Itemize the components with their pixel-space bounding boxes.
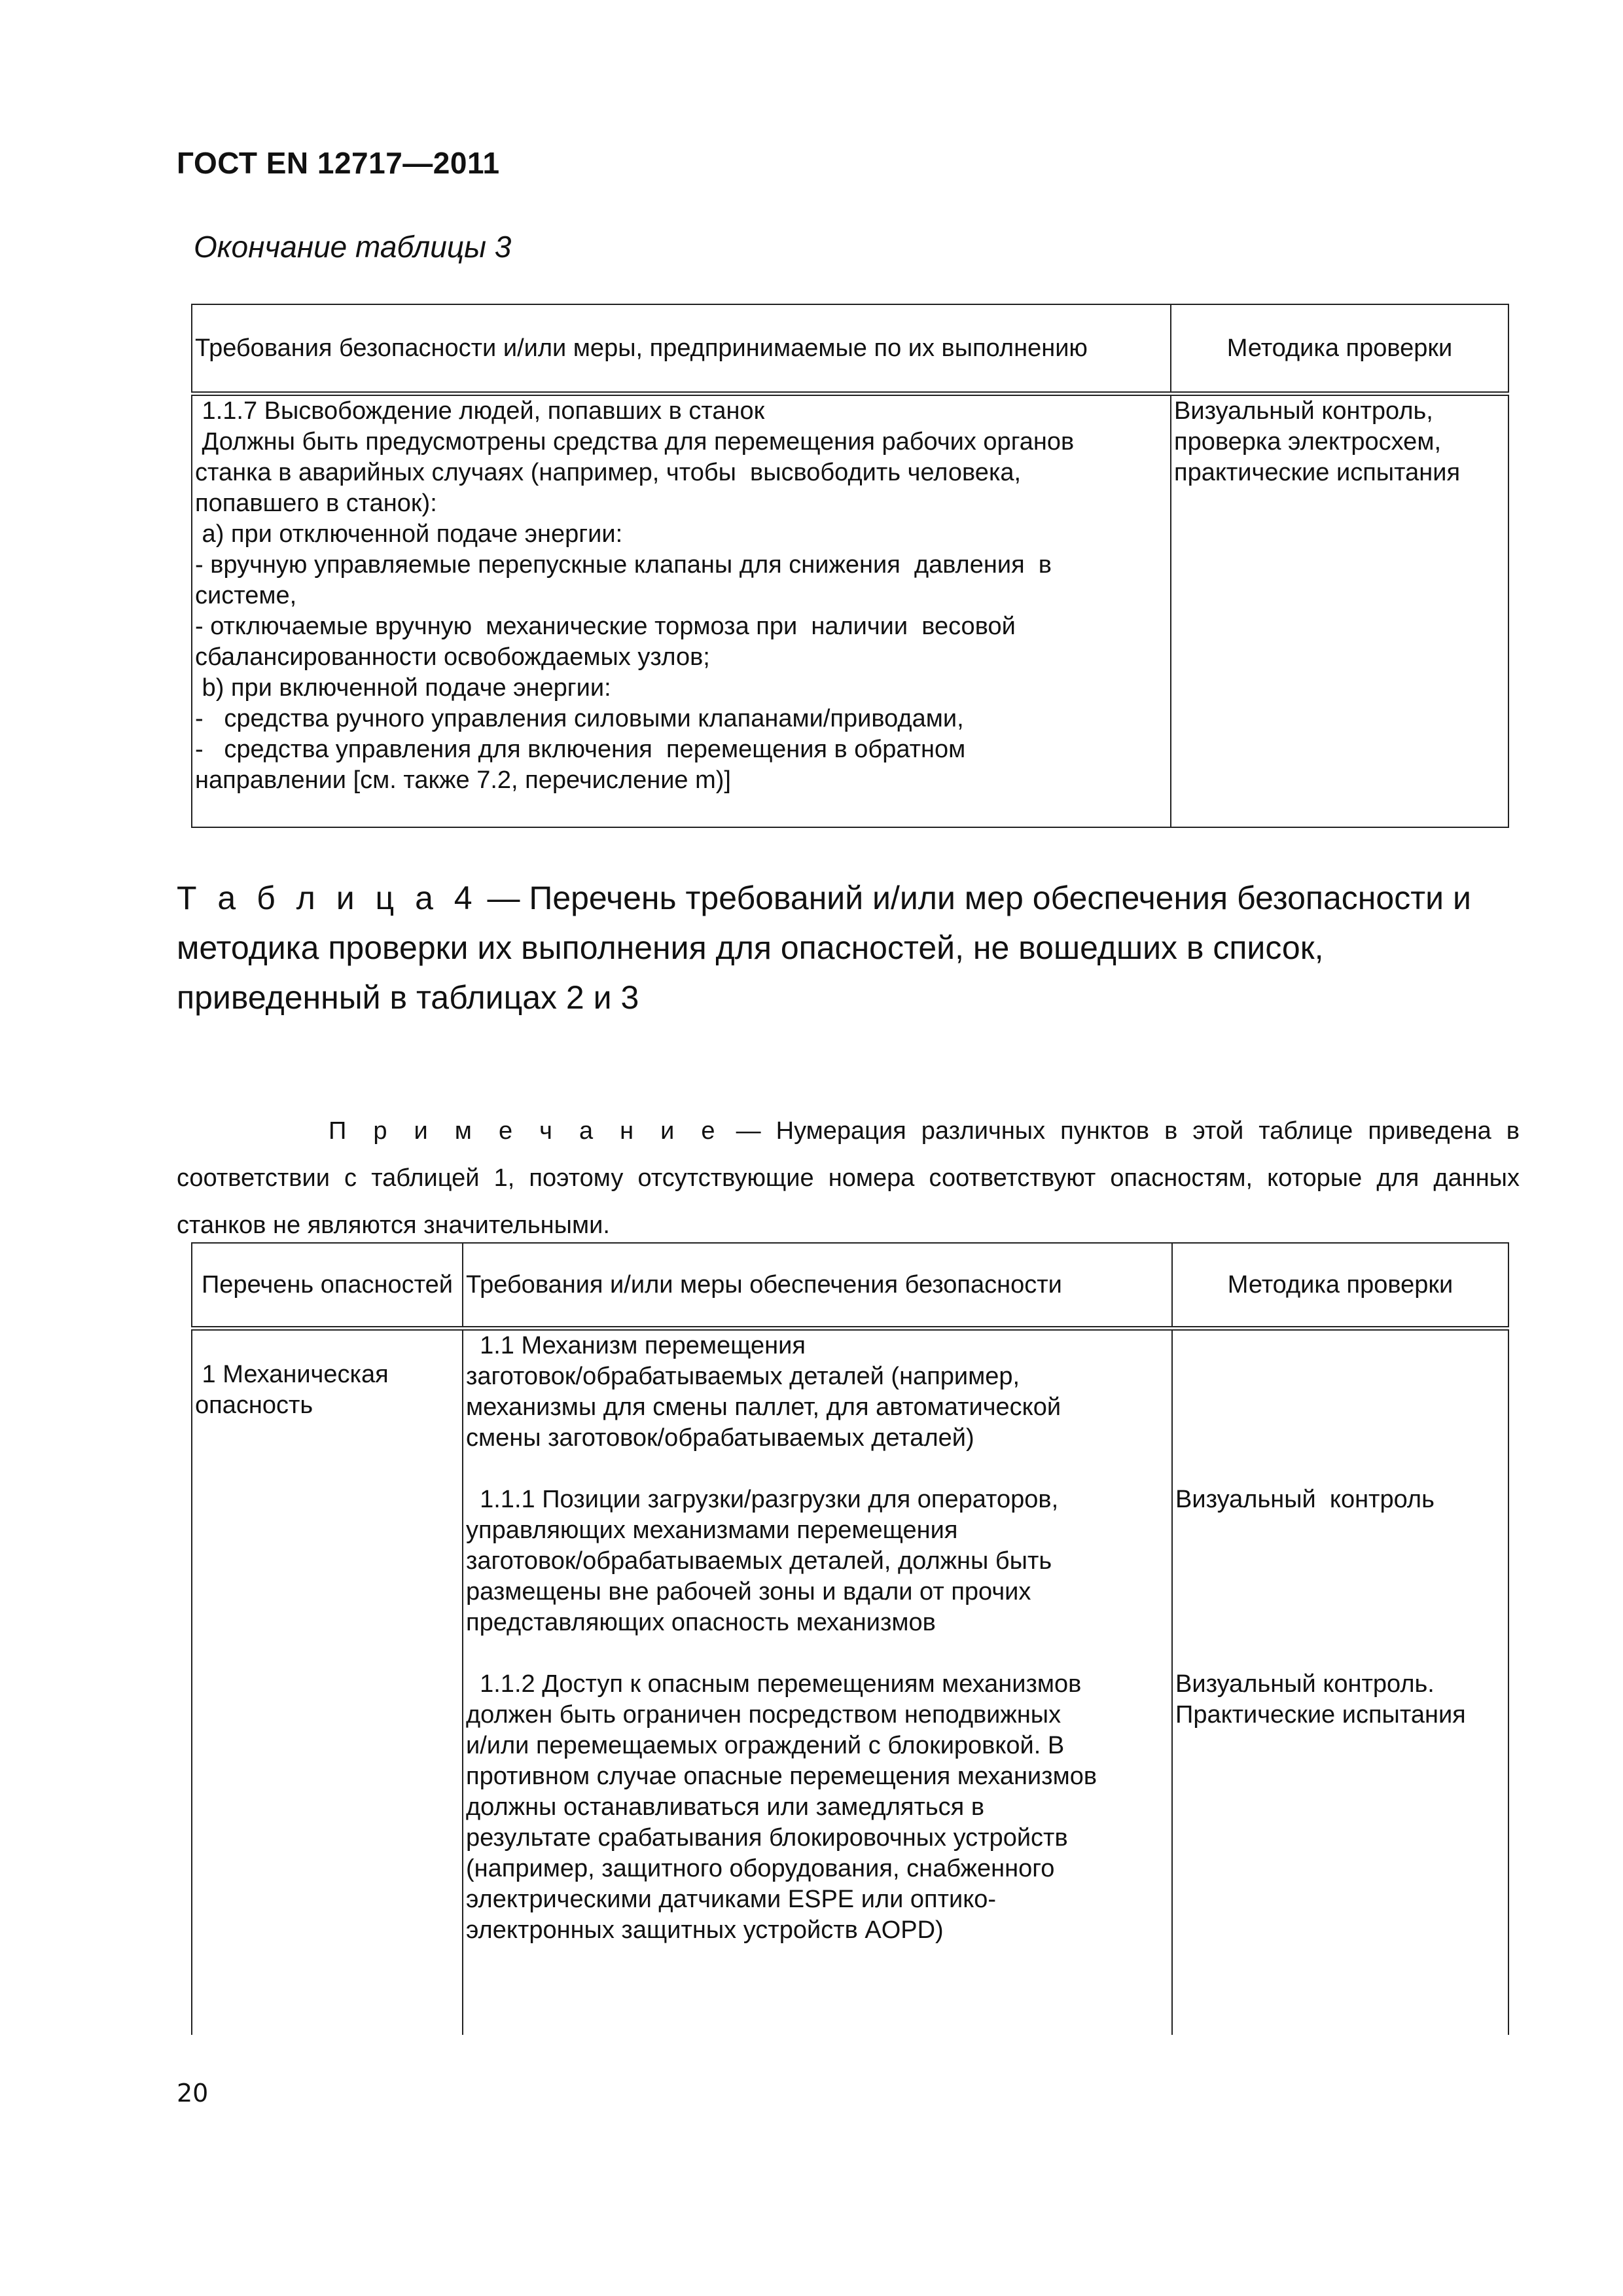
text-line: 1.1.7 Высвобождение людей, попавших в станок xyxy=(195,397,765,425)
table4-verification-cell xyxy=(1172,1329,1508,2036)
text-line: практические испытания xyxy=(1174,459,1461,486)
spacer xyxy=(1175,1423,1505,1454)
table-row xyxy=(192,394,1508,828)
table3-verification-cell xyxy=(1171,394,1508,828)
table-3 xyxy=(191,304,1509,828)
table4-header-row xyxy=(192,1243,1508,1329)
text-line: должны останавливаться или замедляться в xyxy=(466,1793,985,1821)
verification-visual-control: Визуальный контроль xyxy=(1175,1486,1435,1513)
text-line: - вручную управляемые перепускные клапаны для снижения давления в xyxy=(195,551,1052,579)
text-line: - средства ручного управления силовыми клапанами/приводами, xyxy=(195,705,964,732)
table-row xyxy=(192,1329,1508,2036)
text-line: Визуальный контроль, xyxy=(1174,397,1433,425)
spacer xyxy=(1175,1638,1505,1669)
spacer xyxy=(1175,1361,1505,1392)
table3-header-verification: Методика проверки xyxy=(1171,304,1508,394)
text-line: электронных защитных устройств AOPD) xyxy=(466,1916,944,1944)
text-line: 1.1.2 Доступ к опасным перемещениям механизмов xyxy=(466,1670,1082,1698)
text-line: 1.1 Механизм перемещения xyxy=(466,1332,806,1359)
document-code-header: ГОСТ EN 12717—2011 xyxy=(177,146,500,180)
spacer xyxy=(1175,1454,1505,1484)
table4-title xyxy=(177,873,1525,1022)
text-line: заготовок/обрабатываемых деталей (например, xyxy=(466,1363,1020,1390)
note-label: П р и м е ч а н и е xyxy=(329,1117,721,1145)
table-4 xyxy=(191,1242,1509,2035)
verification-visual-practical: Практические испытания xyxy=(1175,1701,1466,1729)
text-line: системе, xyxy=(195,582,297,609)
table4-title-text: — Перечень требований и/или мер обеспечения безопасности и методика проверки их выполнения для опасностей, не вошедших в список, приведенный в таблицах 2 и 3 xyxy=(177,880,1471,1016)
text-line: - средства управления для включения перемещения в обратном xyxy=(195,736,966,763)
text-line: проверка электросхем, xyxy=(1174,428,1441,456)
text-line: представляющих опасность механизмов xyxy=(466,1609,936,1636)
table4-title-label: Т а б л и ц а 4 xyxy=(177,880,478,916)
verification-visual-practical: Визуальный контроль. xyxy=(1175,1670,1435,1698)
spacer xyxy=(466,1454,1169,1484)
text-line: результате срабатывания блокировочных устройств xyxy=(466,1824,1068,1852)
spacer xyxy=(1175,1546,1505,1577)
text-line: попавшего в станок): xyxy=(195,490,437,517)
table4-requirements-cell xyxy=(463,1329,1172,2036)
text-line: противном случае опасные перемещения механизмов xyxy=(466,1763,1097,1790)
text-line: b) при включенной подаче энергии: xyxy=(195,674,611,702)
table3-header-requirements: Требования безопасности и/или меры, предпринимаемые по их выполнению xyxy=(192,304,1171,394)
text-line: станка в аварийных случаях (например, чтобы высвободить человека, xyxy=(195,459,1022,486)
spacer xyxy=(466,1638,1169,1669)
table4-note xyxy=(177,1107,1520,1249)
spacer xyxy=(1175,1515,1505,1546)
table3-requirements-cell xyxy=(192,394,1171,828)
text-line: смены заготовок/обрабатываемых деталей) xyxy=(466,1424,974,1452)
table4-header-hazards: Перечень опасностей xyxy=(192,1243,463,1329)
page-number: 20 xyxy=(177,2079,209,2108)
table4-hazard-cell xyxy=(192,1329,463,2036)
text-line: (например, защитного оборудования, снабженного xyxy=(466,1855,1055,1882)
text-line: заготовок/обрабатываемых деталей, должны быть xyxy=(466,1547,1052,1575)
text-line: и/или перемещаемых ограждений с блокировкой. В xyxy=(466,1732,1065,1759)
spacer xyxy=(1175,1577,1505,1607)
table3-continuation-caption: Окончание таблицы 3 xyxy=(194,230,512,264)
text-line: размещены вне рабочей зоны и вдали от прочих xyxy=(466,1578,1031,1605)
table4-header-requirements: Требования и/или меры обеспечения безопасности xyxy=(463,1243,1172,1329)
spacer xyxy=(1175,1607,1505,1638)
text-line: - отключаемые вручную механические тормоза при наличии весовой xyxy=(195,613,1016,640)
spacer xyxy=(1175,1331,1505,1361)
text-line: механизмы для смены паллет, для автоматической xyxy=(466,1393,1061,1421)
note-text: — Нумерация различных пунктов в этой таблице приведена в соответствии с таблицей 1, поэтому отсутствующие номера соответствуют опасностям, которые для данных станков не являются значительными. xyxy=(177,1117,1520,1239)
table4-header-verification: Методика проверки xyxy=(1172,1243,1508,1329)
text-line: электрическими датчиками ESPE или оптико- xyxy=(466,1886,997,1913)
text-line: направлении [см. также 7.2, перечисление m)] xyxy=(195,766,731,794)
text-line: Должны быть предусмотрены средства для перемещения рабочих органов xyxy=(195,428,1075,456)
table3-header-row xyxy=(192,304,1508,394)
text-line: должен быть ограничен посредством неподвижных xyxy=(466,1701,1061,1729)
text-line: сбалансированности освобождаемых узлов; xyxy=(195,643,710,671)
text-line: 1.1.1 Позиции загрузки/разгрузки для операторов, xyxy=(466,1486,1059,1513)
text-line: 1 Механическая xyxy=(195,1361,389,1388)
text-line: управляющих механизмами перемещения xyxy=(466,1516,958,1544)
spacer xyxy=(1175,1392,1505,1423)
text-line: опасность xyxy=(195,1391,313,1419)
text-line: а) при отключенной подаче энергии: xyxy=(195,520,623,548)
